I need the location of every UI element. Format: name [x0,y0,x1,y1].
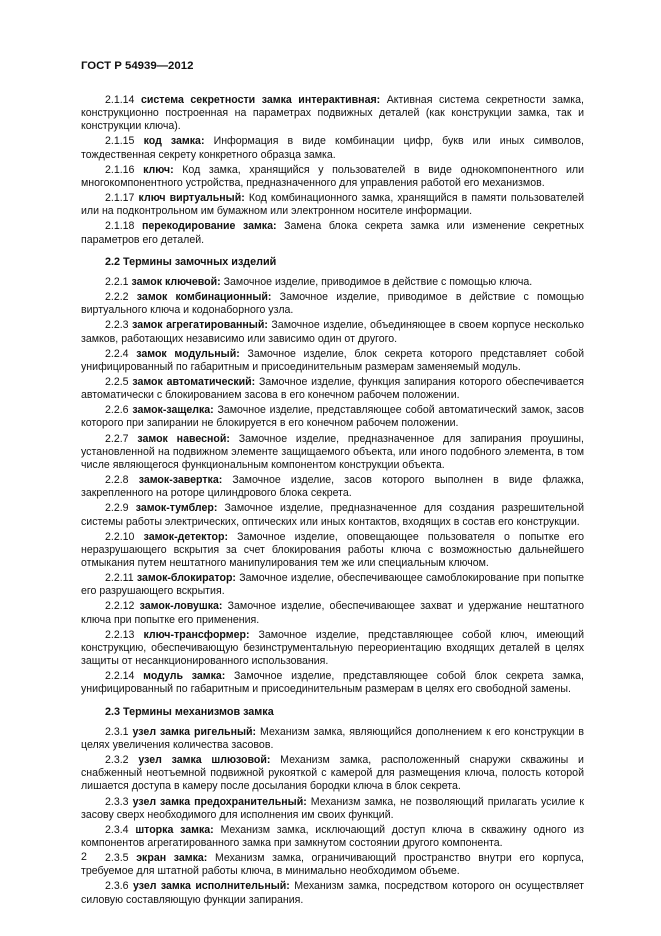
entry-number: 2.2.14 [105,670,135,683]
entry-definition: Механизм замка, не позволяющий прилагать усилие к засову сверх необходимого для исполнения им своих функций. [81,795,585,821]
entry-definition: Замочное изделие, объединяющее в своем корпусе несколько замков, работающих независимо или зависимо один от другого. [81,319,584,345]
entry-term: модуль замка: [143,670,226,683]
entry-definition: Механизм замка, являющийся дополнением к его конструкции в целях увеличения количества засовов. [81,725,584,751]
term-entry [81,474,584,500]
term-entry [81,824,584,850]
term-entry [81,319,584,345]
term-entry [81,670,584,696]
entry-definition: Механизм замка, исключающий доступ ключа в скважину одного из компонентов агрегатированного замка при замкнутом состоянии другого компонента. [81,823,584,849]
entry-number: 2.1.17 [105,192,135,205]
entry-definition: Активная система секретности замка, конструкционно построенная на параметрах подвижных деталей (как конструкции замка, так и конструкции ключа). [81,94,584,133]
entry-term: шторка замка: [135,823,214,836]
entry-term: замок модульный: [136,347,240,360]
entry-definition: Механизм замка, расположенный снаружи скважины и снабженный неотъемной подвижной рукояткой с камерой для размещения ключа, полость которой лишается доступа в камеру после досылания бородки ключа в блок секрета. [81,754,584,793]
entry-number: 2.2.13 [105,628,135,641]
entry-definition: Замочное изделие, блок секрета которого представляет собой унифицированный по габаритным и присоединительным размерам заменяемый модуль. [81,347,585,373]
entry-term: ключ-трансформер: [143,628,250,641]
entry-definition: Замочное изделие, представляющее собой ключ, имеющий конструкцию, обеспечивающую безинструментальную переориентацию входящих деталей в целях защиты от несанкционированного использования. [81,628,584,668]
entry-term: замок агрегатированный: [132,319,268,332]
entry-term: система секретности замка интерактивная: [141,94,381,106]
entry-definition: Замочное изделие, предназначенное для создания разрешительной системы работы электрических, оптических или иных контактов, входящих в состав его конструкции. [81,502,584,528]
section-title: 2.2 Термины замочных изделий [105,255,277,268]
entry-term: замок-завертка: [138,474,223,487]
term-entry [81,404,584,430]
document-body [81,94,584,909]
entry-number: 2.2.4 [105,347,129,360]
entry-term: ключ: [143,163,174,176]
entry-term: экран замка: [136,852,208,865]
entry-number: 2.3.1 [105,725,129,738]
entry-number: 2.3.2 [105,754,129,767]
entry-term: замок-детектор: [143,530,228,543]
entry-definition: Замочное изделие, оповещающее пользователя о попытке его неразрушающего вскрытия за счет блокирования работы ключа с возможностью дальнейшего отмыкания путем нештатного манипулирования тем же или специальным ключом. [81,530,584,569]
entry-term: замок-тумблер: [135,502,218,515]
entry-definition: Замочное изделие, представляющее собой блок секрета замка, унифицированный по габаритным и присоединительным размерам в целях его свободной замены. [81,670,584,696]
page-number: 2 [81,851,87,863]
entry-number: 2.2.1 [105,275,129,288]
term-entry [81,600,584,626]
entry-term: замок навесной: [137,432,230,445]
entry-term: узел замка ригельный: [132,725,257,738]
term-entry [81,572,584,598]
term-entry [81,348,584,374]
entry-number: 2.2.12 [105,600,135,613]
term-entry [81,192,584,218]
entry-term: замок автоматический: [132,375,256,388]
term-entry [81,94,584,133]
entry-definition: Механизм замка, посредством которого он осуществляет силовую составляющую функции запирания. [81,880,584,906]
entry-number: 2.3.6 [105,880,129,893]
entry-term: узел замка исполнительный: [132,880,290,893]
entry-number: 2.3.4 [105,823,129,836]
entry-term: ключ виртуальный: [138,192,245,205]
entry-definition: Замочное изделие, обеспечивающее захват и удержание нештатного ключа при попытке его применения. [81,600,584,626]
entry-number: 2.1.15 [105,135,135,148]
entry-number: 2.3.5 [105,852,129,865]
entry-definition: Замочное изделие, представляющее собой автоматический замок, засов которого при запирании не блокируется в его конечном рабочем положении. [81,404,584,430]
entry-number: 2.2.8 [105,474,129,487]
entry-number: 2.2.2 [105,291,129,304]
entry-number: 2.1.18 [105,220,135,233]
term-entry [81,852,584,878]
section-title: 2.3 Термины механизмов замка [105,705,274,718]
entry-number: 2.2.10 [105,530,135,543]
entry-number: 2.1.16 [105,163,135,176]
entry-number: 2.2.9 [105,502,129,515]
entry-definition: Замена блока секрета замка или изменение секретных параметров его деталей. [81,220,584,246]
term-entry [81,276,584,289]
entry-definition: Замочное изделие, предназначенное для запирания проушины, установленной на подвижном элементе защищаемого объекта, или иного подобного элемента, в том числе являющегося функциональным компонентом конструкции объекта. [81,432,584,471]
entry-term: замок-ловушка: [139,600,223,613]
entry-term: узел замка шлюзовой: [138,754,271,767]
entry-definition: Код замка, хранящийся у пользователей в виде однокомпонентного или многокомпонентного устройства, предназначенного для управления работой его механизмов. [81,163,584,189]
entry-term: узел замка предохранительный: [132,795,307,808]
entry-number: 2.2.5 [105,375,129,388]
entry-number: 2.2.11 [105,572,134,585]
entry-term: код замка: [143,135,205,148]
entry-number: 2.1.14 [105,94,135,106]
entry-definition: Замочное изделие, приводимое в действие с помощью виртуального ключа и кодонаборного узла. [81,291,584,317]
entry-definition: Замочное изделие, функция запирания которого обеспечивается автоматически с блокированием засова в его конечном рабочем положении. [81,375,584,402]
entry-number: 2.2.3 [105,319,129,332]
term-entry [81,726,584,752]
entry-definition: Код комбинационного замка, хранящийся в памяти пользователей или на подконтрольном им бумажном или электронном носителе информации. [81,192,584,218]
entry-number: 2.3.3 [105,795,129,808]
entry-definition: Замочное изделие, приводимое в действие с помощью ключа. [223,275,533,288]
term-entry [81,433,584,472]
entry-definition: Замочное изделие, обеспечивающее самоблокирование при попытке его разрушающего вскрытия. [81,572,584,598]
entry-definition: Замочное изделие, засов которого выполнен в виде флажка, закрепленного на роторе цилиндрового блока секрета. [81,474,584,500]
term-entry [81,531,584,570]
term-entry [81,164,584,190]
term-entry [81,796,584,822]
term-entry [81,502,584,528]
document-header: ГОСТ Р 54939—2012 [81,60,194,72]
entry-term: замок ключевой: [131,275,221,288]
term-entry [81,220,584,246]
term-entry [81,376,584,402]
term-entry [81,754,584,793]
entry-term: замок-защелка: [132,404,214,417]
entry-definition: Информация в виде комбинации цифр, букв или иных символов, тождественная секрету конкретного образца замка. [81,135,584,161]
term-entry [81,880,584,906]
term-entry [81,135,584,161]
entry-number: 2.2.6 [105,404,129,417]
entry-number: 2.2.7 [105,432,129,445]
entry-term: замок-блокиратор: [136,572,236,585]
entry-definition: Механизм замка, ограничивающий пространство внутри его корпуса, требуемое для штатной работы ключа, в минимально необходимом объеме. [81,852,584,878]
term-entry [81,291,584,317]
term-entry [81,629,584,668]
entry-term: замок комбинационный: [136,291,272,304]
entry-term: перекодирование замка: [142,220,277,233]
